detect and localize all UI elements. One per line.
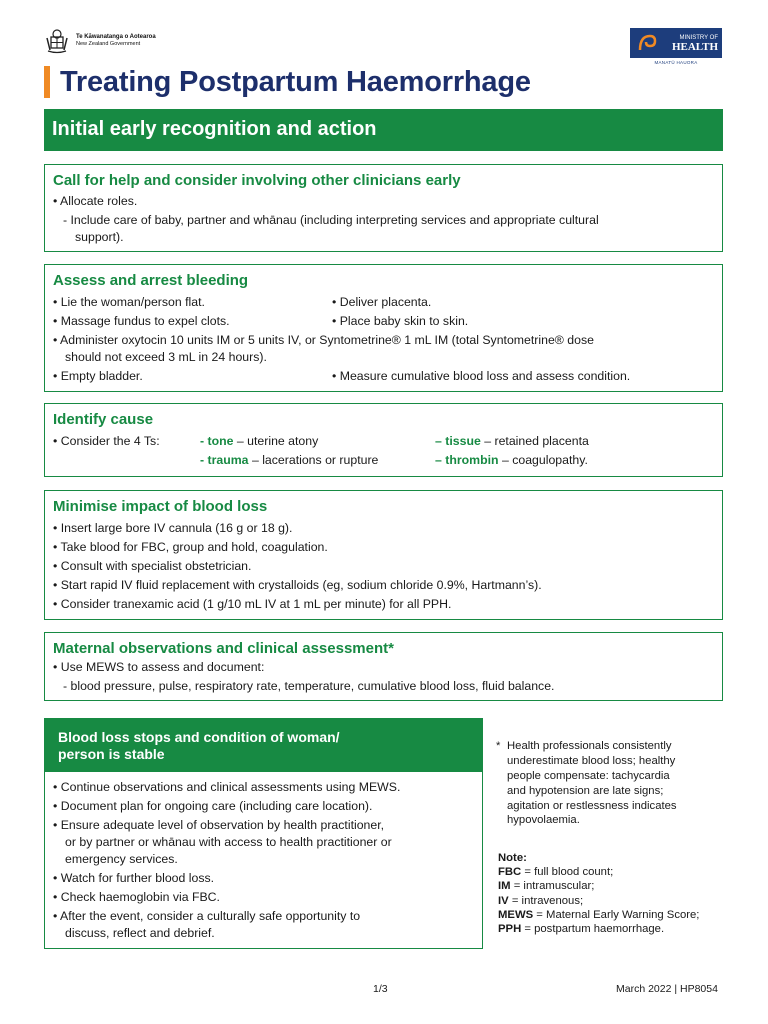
assess-heading: Assess and arrest bleeding	[53, 272, 249, 289]
moh-line2: HEALTH	[671, 40, 718, 53]
identify-cause-box	[44, 403, 723, 477]
moh-line1: MINISTRY OF	[679, 34, 718, 41]
footnote-line-3: people compensate: tachycardia	[507, 770, 670, 782]
abbr-value: = full blood count;	[521, 866, 614, 878]
gov-name-english: New Zealand Government	[76, 41, 141, 47]
stable-item-4: • Watch for further blood loss.	[53, 871, 215, 885]
cause-tone	[200, 432, 318, 450]
abbr-value: = intravenous;	[508, 895, 584, 907]
moh-maori-name: MANATŪ HAUORA	[654, 60, 698, 65]
assess-item-bladder: • Empty bladder.	[53, 369, 143, 383]
cause-tissue-desc: – retained placenta	[480, 434, 589, 448]
minimise-item-4: • Start rapid IV fluid replacement with crystalloids (eg, sodium chloride 0.9%, Hartmann’s).	[53, 578, 542, 592]
dash: –	[435, 453, 446, 467]
minimise-item-1: • Insert large bore IV cannula (16 g or 18 g).	[53, 521, 293, 535]
document-reference: March 2022 | HP8054	[616, 983, 718, 995]
footnote-line-4: and hypotension are late signs;	[507, 785, 664, 797]
gov-name-maori: Te Kāwanatanga o Aotearoa	[76, 34, 156, 40]
title-accent-bar	[44, 66, 50, 98]
cause-intro: • Consider the 4 Ts:	[53, 434, 160, 448]
cause-tissue-key: tissue	[445, 434, 481, 448]
stable-heading-line1: Blood loss stops and condition of woman/	[58, 729, 340, 745]
section-title: Initial early recognition and action	[52, 118, 377, 140]
minimise-heading: Minimise impact of blood loss	[53, 498, 268, 515]
page-title-block	[44, 64, 531, 100]
cause-trauma-key: trauma	[207, 453, 249, 467]
abbr-key: MEWS	[498, 909, 534, 921]
cause-thrombin-desc: – coagulopathy.	[498, 453, 588, 467]
footnote-line-6: hypovolaemia.	[507, 814, 580, 826]
abbr-key: PPH	[498, 923, 522, 935]
abbr-key: IV	[498, 895, 509, 907]
cause-thrombin	[435, 451, 588, 469]
dash: -	[200, 453, 208, 467]
dash: -	[200, 434, 208, 448]
abbr-value: = intramuscular;	[510, 880, 595, 892]
nz-government-logo	[44, 28, 156, 54]
koru-icon	[636, 32, 658, 54]
stable-item-2: • Document plan for ongoing care (including care location).	[53, 799, 373, 813]
maternal-heading: Maternal observations and clinical assessment*	[53, 640, 394, 657]
cause-tone-key: tone	[207, 434, 234, 448]
assess-item-oxytocin-cont: should not exceed 3 mL in 24 hours).	[65, 350, 267, 364]
abbr-value: = postpartum haemorrhage.	[521, 923, 665, 935]
stable-item-6: • After the event, consider a culturally safe opportunity to	[53, 909, 361, 923]
stable-heading-line2: person is stable	[58, 746, 165, 762]
cause-trauma-desc: – lacerations or rupture	[248, 453, 379, 467]
call-bullet-2: - Include care of baby, partner and whānau (including interpreting services and appropriate cultural	[63, 213, 599, 227]
page-number: 1/3	[373, 983, 388, 995]
cause-tone-desc: – uterine atony	[233, 434, 319, 448]
abbr-key: FBC	[498, 866, 522, 878]
coat-of-arms-icon	[44, 28, 70, 54]
stable-body	[44, 772, 483, 949]
call-bullet-2-cont: support).	[75, 230, 124, 244]
dash: –	[435, 434, 446, 448]
stable-item-3: • Ensure adequate level of observation by health practitioner,	[53, 818, 385, 832]
note-mews	[498, 908, 699, 923]
note-fbc	[498, 865, 613, 880]
assess-item-massage: • Massage fundus to expel clots.	[53, 314, 230, 328]
assess-bleeding-box	[44, 264, 723, 392]
assess-item-deliver-placenta: • Deliver placenta.	[332, 295, 432, 309]
header-bar	[44, 28, 722, 65]
assess-item-skin: • Place baby skin to skin.	[332, 314, 469, 328]
stable-item-3-cont2: emergency services.	[65, 852, 178, 866]
note-title: Note:	[498, 852, 527, 864]
stable-header	[44, 718, 483, 772]
footnote-marker: *	[496, 740, 501, 752]
assess-item-lie-flat: • Lie the woman/person flat.	[53, 295, 205, 309]
call-bullet-1: • Allocate roles.	[53, 194, 138, 208]
maternal-item-2: - blood pressure, pulse, respiratory rate, temperature, cumulative blood loss, fluid balance.	[63, 679, 555, 693]
minimise-item-5: • Consider tranexamic acid (1 g/10 mL IV at 1 mL per minute) for all PPH.	[53, 597, 452, 611]
call-heading: Call for help and consider involving other clinicians early	[53, 172, 461, 189]
stable-item-1: • Continue observations and clinical assessments using MEWS.	[53, 780, 401, 794]
maternal-item-1: • Use MEWS to assess and document:	[53, 660, 265, 674]
footnote-line-5: agitation or restlessness indicates	[507, 800, 677, 812]
minimise-item-3: • Consult with specialist obstetrician.	[53, 559, 252, 573]
assess-item-oxytocin: • Administer oxytocin 10 units IM or 5 units IV, or Syntometrine® 1 mL IM (total Syntometrine® dose	[53, 333, 594, 347]
footnote-line-1: Health professionals consistently	[507, 740, 672, 752]
minimise-item-2: • Take blood for FBC, group and hold, coagulation.	[53, 540, 328, 554]
stable-item-5: • Check haemoglobin via FBC.	[53, 890, 220, 904]
note-pph	[498, 922, 664, 937]
note-im	[498, 879, 594, 894]
call-for-help-box	[44, 164, 723, 252]
page-title: Treating Postpartum Haemorrhage	[60, 65, 531, 98]
minimise-impact-box	[44, 490, 723, 620]
cause-thrombin-key: thrombin	[445, 453, 499, 467]
ministry-of-health-logo	[630, 28, 722, 58]
maternal-observations-box	[44, 632, 723, 701]
stable-item-3-cont: or by partner or whānau with access to health practitioner or	[65, 835, 392, 849]
abbr-key: IM	[498, 880, 511, 892]
section-banner	[44, 109, 723, 151]
note-iv	[498, 894, 583, 909]
footnote-line-2: underestimate blood loss; healthy	[507, 755, 676, 767]
stable-item-6-cont: discuss, reflect and debrief.	[65, 926, 215, 940]
assess-item-measure: • Measure cumulative blood loss and assess condition.	[332, 369, 631, 383]
abbr-value: = Maternal Early Warning Score;	[533, 909, 700, 921]
cause-heading: Identify cause	[53, 411, 154, 428]
cause-tissue	[435, 432, 589, 450]
cause-trauma	[200, 451, 378, 469]
